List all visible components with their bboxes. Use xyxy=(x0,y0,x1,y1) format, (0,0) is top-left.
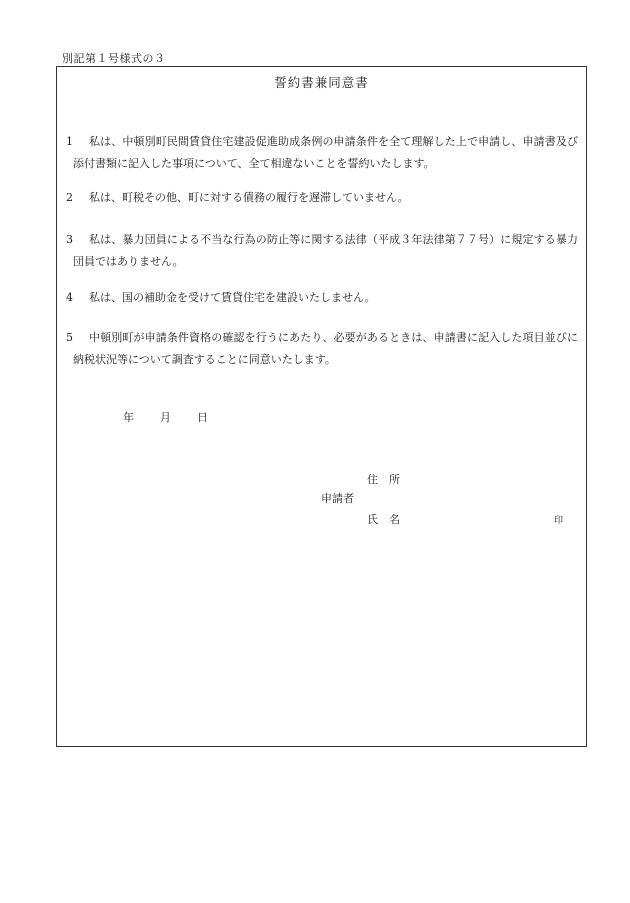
clause-text: 私は、町税その他、町に対する債務の履行を遅滞していません。 xyxy=(89,191,409,204)
clause-2 xyxy=(57,187,588,209)
clause-3 xyxy=(57,229,588,273)
form-reference: 別記第１号様式の３ xyxy=(62,52,166,65)
document-frame xyxy=(56,66,587,747)
year-label: 年 xyxy=(123,411,134,424)
date-line xyxy=(123,409,208,425)
month-label: 月 xyxy=(160,411,171,424)
clause-number: 4 xyxy=(66,291,73,304)
applicant-label: 申請者 xyxy=(321,492,354,505)
clause-text: 私は、国の補助金を受けて賃貸住宅を建設いたしません。 xyxy=(89,291,376,304)
clause-text: 私は、中頓別町民間賃貸住宅建設促進助成条例の申請条件を全て理解した上で申請し、申請書及び添付書類に記入した事項について、全て相違ないことを誓約いたします。 xyxy=(73,135,578,170)
clause-1 xyxy=(57,131,588,175)
clause-text: 私は、暴力団員による不当な行為の防止等に関する法律（平成３年法律第７７号）に規定する暴力団員ではありません。 xyxy=(73,233,578,268)
clause-number: 3 xyxy=(66,233,73,246)
name-label: 氏 名 xyxy=(367,513,400,526)
clause-text: 中頓別町が申請条件資格の確認を行うにあたり、必要があるときは、申請書に記入した項目並びに納税状況等について調査することに同意いたします。 xyxy=(73,331,578,366)
address-label: 住 所 xyxy=(367,473,400,486)
clause-5 xyxy=(57,327,588,371)
clause-4 xyxy=(57,287,588,309)
document-title: 誓約書兼同意書 xyxy=(274,75,369,90)
clause-number: 2 xyxy=(66,191,73,204)
clause-number: 1 xyxy=(66,135,73,148)
seal-mark: 印 xyxy=(554,516,564,526)
clause-number: 5 xyxy=(66,331,73,344)
day-label: 日 xyxy=(197,411,208,424)
